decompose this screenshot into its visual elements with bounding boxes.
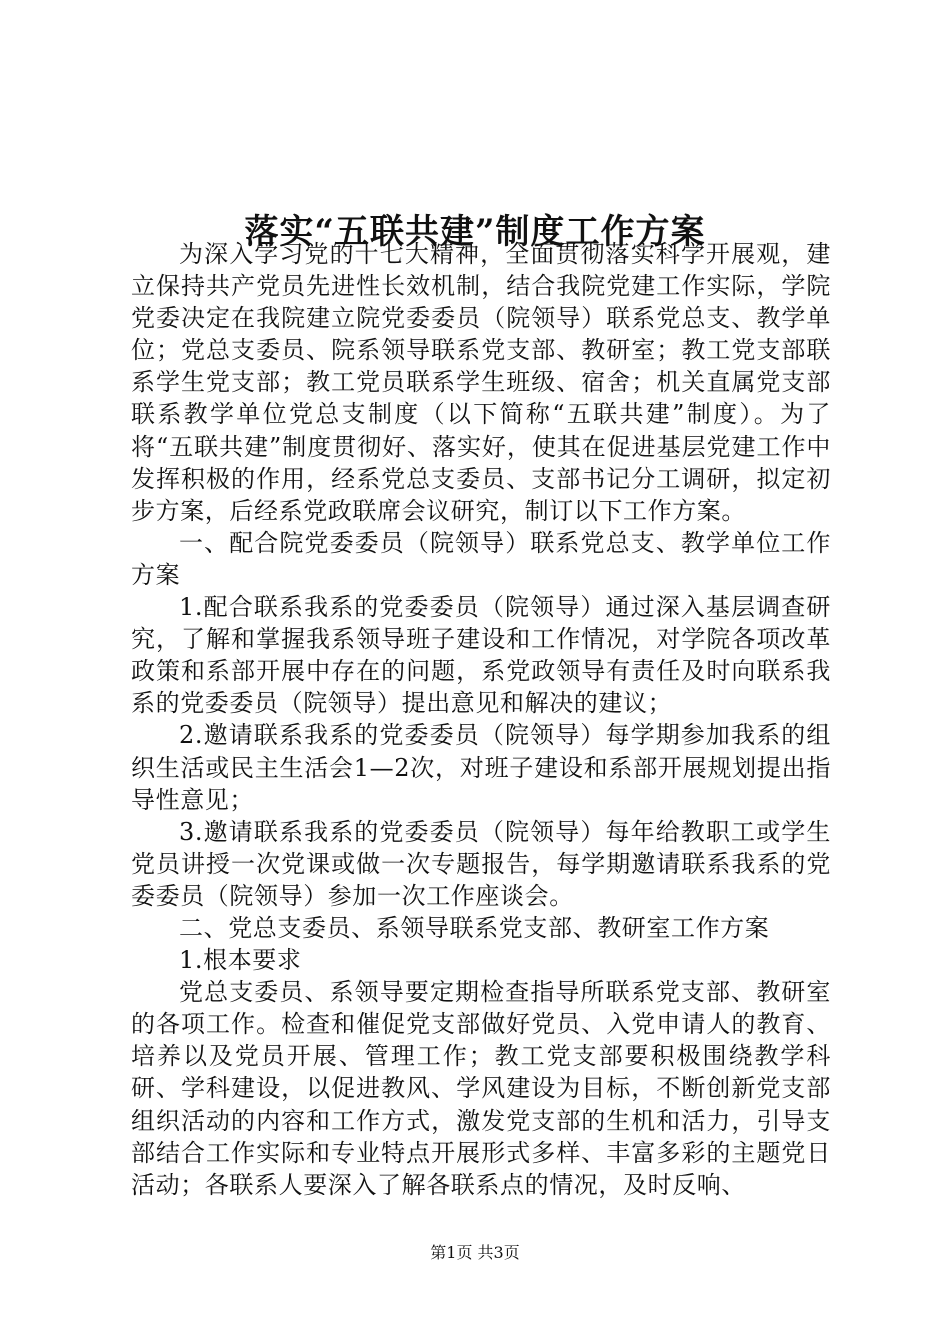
list-item: 1.配合联系我系的党委委员（院领导）通过深入基层调查研究，了解和掌握我系领导班子建设和工作情况，对学院各项改革政策和系部开展中存在的问题，系党政领导有责任及时向联系我系的党委委员（院领导）提出意见和解决的建议； — [131, 593, 831, 718]
page-title: 落实“五联共建”制度工作方案 — [244, 211, 706, 252]
document-body — [131, 238, 831, 1201]
page-number: 第1页 共3页 — [430, 1243, 520, 1262]
paragraph-body: 党总支委员、系领导要定期检查指导所联系党支部、教研室的各项工作。检查和催促党支部做好党员、入党申请人的教育、培养以及党员开展、管理工作；教工党支部要积极围绕教学科研、学科建设，以促进教风、学风建设为目标，不断创新党支部组织活动的内容和工作方式，激发党支部的生机和活力，引导支部结合工作实际和专业特点开展形式多样、丰富多彩的主题党日活动；各联系人要深入了解各联系点的情况，及时反响、 — [131, 978, 831, 1199]
section-heading-1: 一、配合院党委委员（院领导）联系党总支、教学单位工作方案 — [131, 528, 831, 589]
section-heading-2: 二、党总支委员、系领导联系党支部、教研室工作方案 — [179, 913, 770, 942]
list-item: 2.邀请联系我系的党委委员（院领导）每学期参加我系的组织生活或民主生活会1—2次，对班子建设和系部开展规划提出指导性意见； — [131, 721, 831, 814]
paragraph-intro: 为深入学习党的十七大精神，全面贯彻落实科学开展观，建立保持共产党员先进性长效机制，结合我院党建工作实际，学院党委决定在我院建立院党委委员（院领导）联系党总支、教学单位；党总支委员、院系领导联系党支部、教研室；教工党支部联系学生党支部；教工党员联系学生班级、宿舍；机关直属党支部联系教学单位党总支制度（以下简称“五联共建”制度）。为了将“五联共建”制度贯彻好、落实好，使其在促进基层党建工作中发挥积极的作用，经系党总支委员、支部书记分工调研，拟定初步方案，后经系党政联席会议研究，制订以下工作方案。 — [131, 240, 831, 525]
list-item: 3.邀请联系我系的党委委员（院领导）每年给教职工或学生党员讲授一次党课或做一次专题报告，每学期邀请联系我系的党委委员（院领导）参加一次工作座谈会。 — [131, 817, 831, 910]
subsection-heading: 1.根本要求 — [179, 946, 302, 975]
